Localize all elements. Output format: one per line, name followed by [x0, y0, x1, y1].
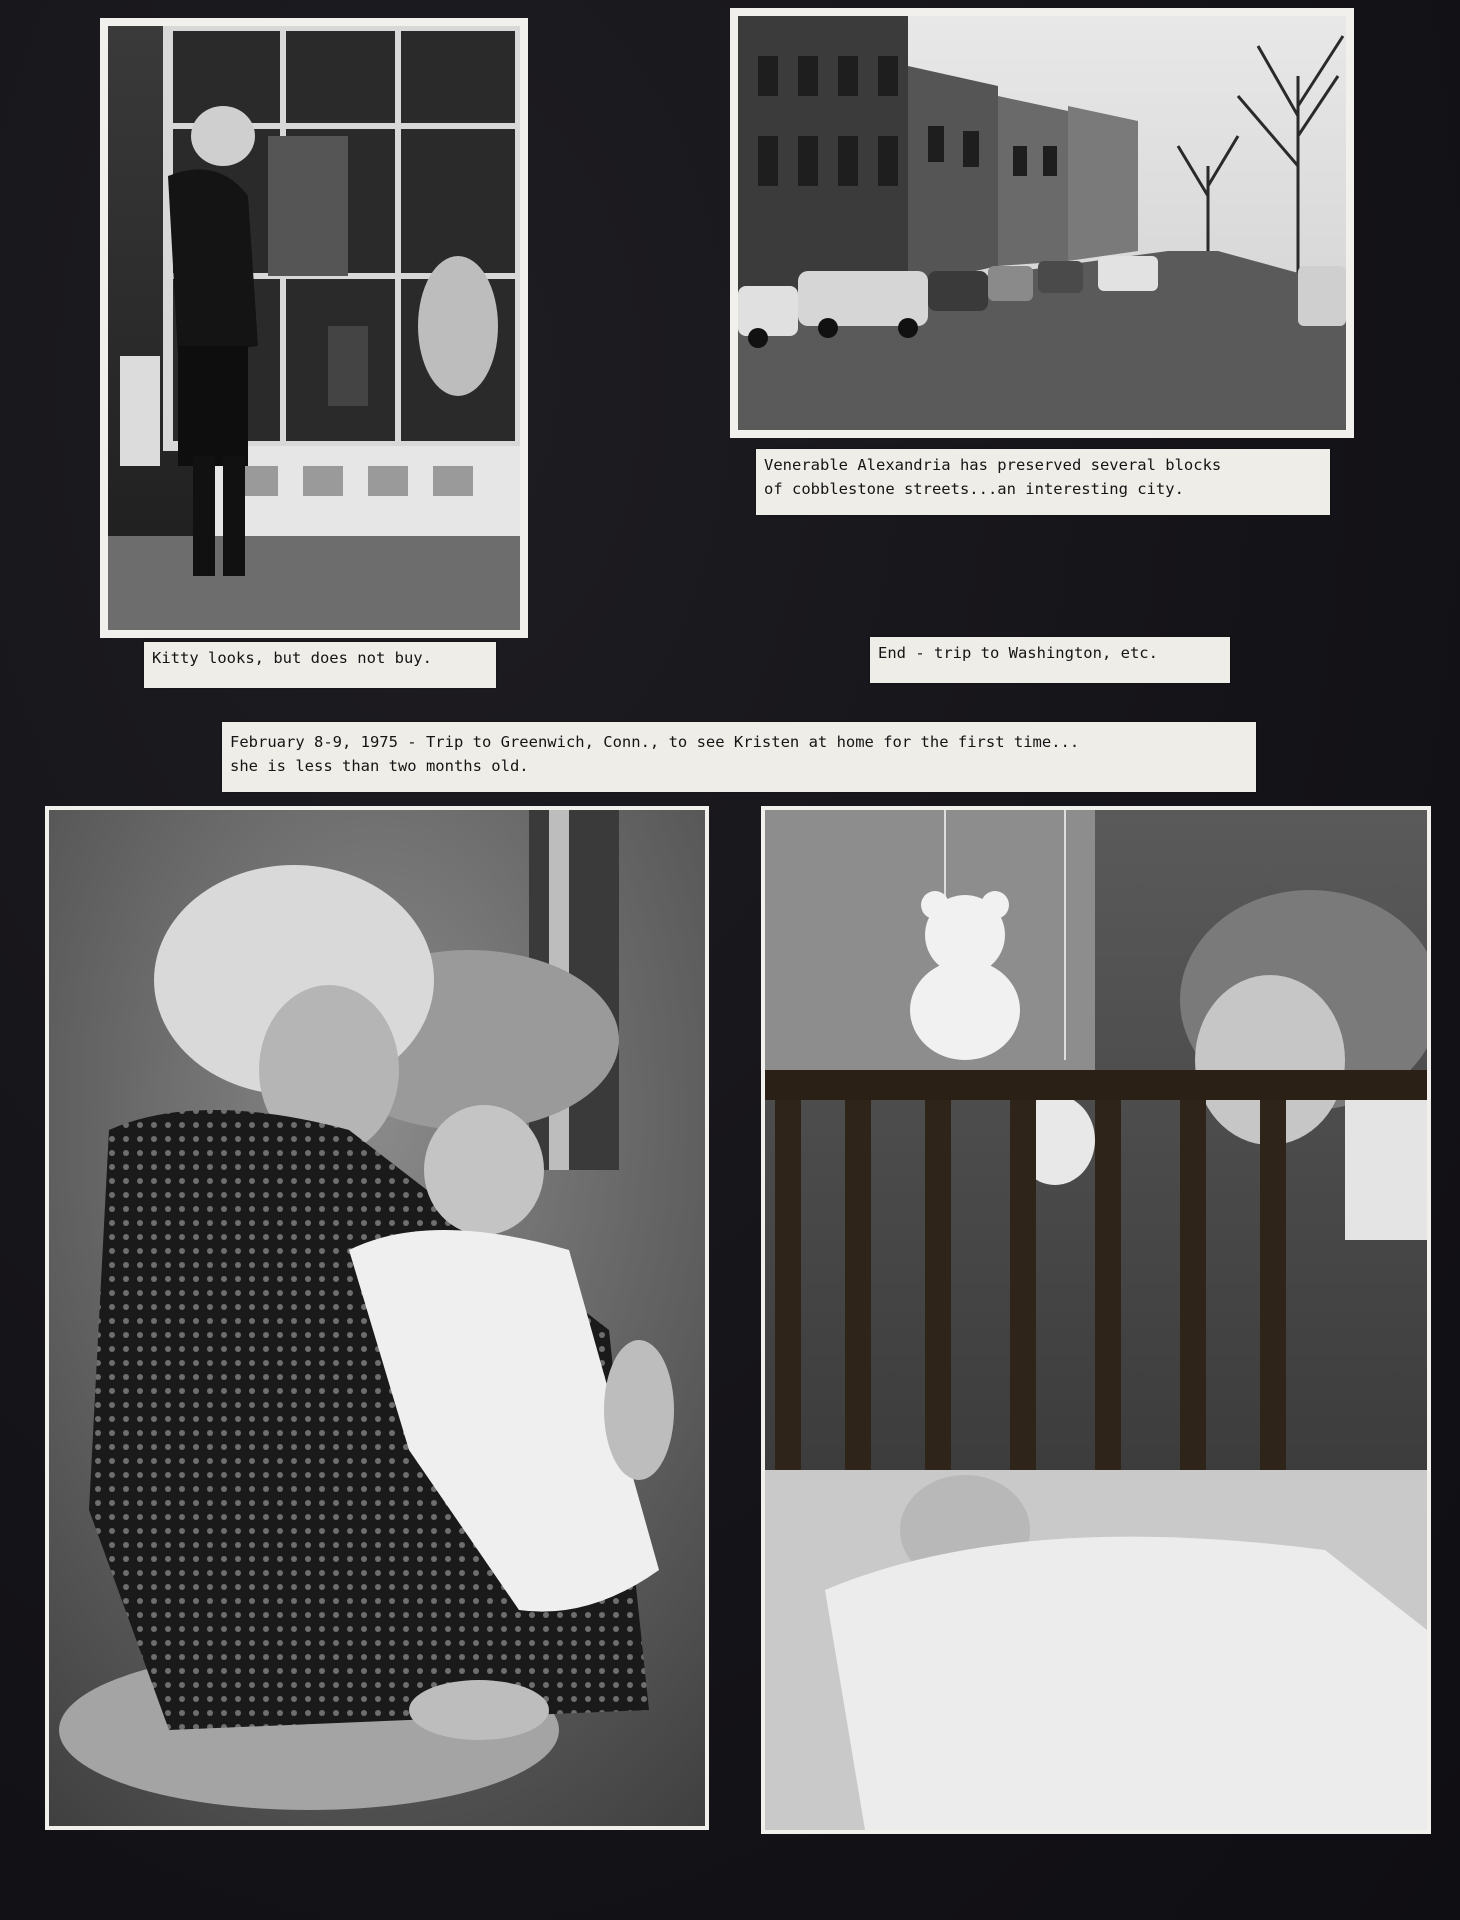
photo-alexandria-street — [730, 8, 1354, 438]
caption-alexandria — [756, 449, 1330, 515]
photo-kitty-window — [100, 18, 528, 638]
caption-alexandria-line1: Venerable Alexandria has preserved several blocks — [764, 456, 1222, 474]
photo-grandmother-with-baby — [45, 806, 709, 1830]
photo-grandmother-with-baby-image — [49, 810, 705, 1826]
caption-greenwich — [222, 722, 1256, 792]
caption-kitty — [144, 642, 496, 688]
caption-end-trip — [870, 637, 1230, 683]
caption-end-trip-text: End - trip to Washington, etc. — [878, 644, 1158, 662]
caption-greenwich-line1: February 8-9, 1975 - Trip to Greenwich, Conn., to see Kristen at home for the first time... — [230, 733, 1080, 751]
photo-alexandria-street-image — [738, 16, 1346, 430]
caption-greenwich-line2: she is less than two months old. — [230, 757, 529, 775]
photo-kitty-window-image — [108, 26, 520, 630]
caption-alexandria-line2: of cobblestone streets...an interesting city. — [764, 480, 1184, 498]
photo-mother-over-crib-image — [765, 810, 1427, 1830]
photo-mother-over-crib — [761, 806, 1431, 1834]
caption-kitty-text: Kitty looks, but does not buy. — [152, 649, 432, 667]
